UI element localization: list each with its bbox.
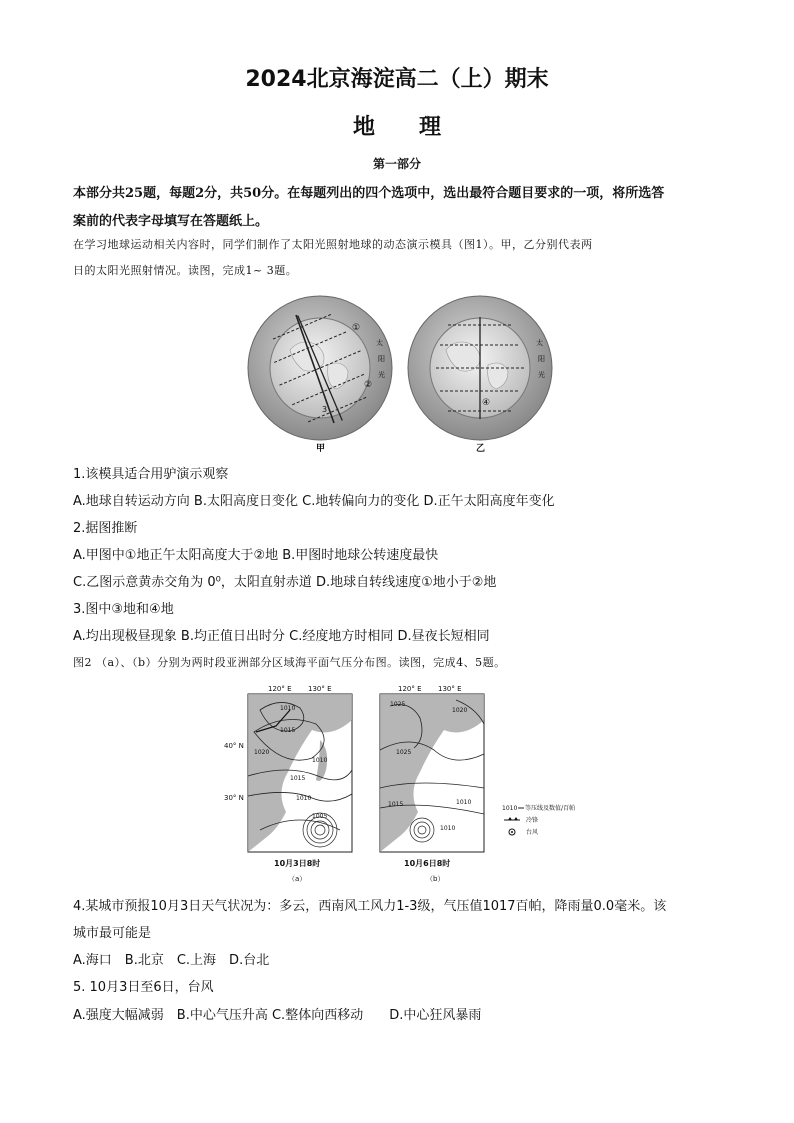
question-4-line-1: 4.某城市预报10月3日天气状况为：多云，西南风工风力1-3级，气压值1017百帕，降雨量0.0毫米。该 xyxy=(73,899,667,914)
map-a-lon-130: 130° E xyxy=(308,685,332,693)
map-a-isobar-1010b: 1010 xyxy=(312,757,328,764)
intro-line-1: 在学习地球运动相关内容时，同学们制作了太阳光照射地球的动态演示模具（图1）。甲，乙分别代表两 xyxy=(73,238,593,251)
globe-b xyxy=(408,296,552,454)
instructions-line-1: 本部分共25题，每题2分，共50分。在每题列出的四个选项中，选出最符合题目要求的一项，将所选答 xyxy=(73,186,665,201)
section-heading: 第一部分 xyxy=(372,157,421,171)
question-1-options: A.地球自转运动方向 B.太阳高度日变化 C.地转偏向力的变化 D.正午太阳高度年变化 xyxy=(73,494,555,509)
map-b-isobar-1020: 1020 xyxy=(452,707,468,714)
map-a-date: 10月3日8时 xyxy=(274,859,321,868)
globe-a xyxy=(248,296,392,454)
caption-yi: 乙 xyxy=(476,444,486,454)
question-2-options-1: A.甲图中①地正午太阳高度大于②地 B.甲图时地球公转速度最快 xyxy=(73,548,439,563)
map-b-isobar-1025: 1025 xyxy=(390,701,406,708)
question-5-stem: 5. 10月3日至6日，台风 xyxy=(73,980,214,995)
sunlight-label-a3: 光 xyxy=(378,371,385,379)
map-a-lat-40: 40° N xyxy=(224,742,244,750)
figure1-globes xyxy=(240,295,560,455)
map-b xyxy=(380,685,484,883)
question-5-options: A.强度大幅减弱 B.中心气压升高 C.整体向西移动 D.中心狂风暴雨 xyxy=(73,1008,482,1023)
map-b-date: 10月6日8时 xyxy=(404,859,451,868)
map-a-isobar-1010: 1010 xyxy=(280,705,296,712)
sunlight-label-b2: 阳 xyxy=(538,355,545,363)
question-3-options: A.均出现极昼现象 B.均正值日出时分 C.经度地方时相同 D.昼夜长短相同 xyxy=(73,629,490,644)
map-b-lon-130: 130° E xyxy=(438,685,462,693)
map-b-isobar-1025b: 1025 xyxy=(396,749,412,756)
map-a-sub: （a） xyxy=(288,875,307,883)
sunlight-label-a1: 太 xyxy=(376,339,383,347)
map-a-isobar-1015b: 1015 xyxy=(290,775,306,782)
figure2-pressure-maps xyxy=(220,680,590,888)
subject-heading: 地 理 xyxy=(352,115,441,140)
marker-2: ② xyxy=(364,380,373,390)
question-1-stem: 1.该模具适合用驴演示观察 xyxy=(73,467,229,482)
map-a-lon-120: 120° E xyxy=(268,685,292,693)
map-b-isobar-1010: 1010 xyxy=(456,799,472,806)
marker-1: ① xyxy=(352,323,361,333)
question-4-line-2: 城市最可能是 xyxy=(73,926,152,941)
map-b-isobar-1010b: 1010 xyxy=(440,825,456,832)
instructions xyxy=(73,180,725,236)
map-a-isobar-1010c: 1010 xyxy=(296,795,312,802)
legend-typhoon: 台风 xyxy=(526,829,539,836)
marker-4: ④ xyxy=(482,398,491,408)
legend-cold-front: 冷锋 xyxy=(526,817,539,824)
map-b-lon-120: 120° E xyxy=(398,685,422,693)
sunlight-label-b1: 太 xyxy=(536,339,543,347)
map-b-isobar-1015: 1015 xyxy=(388,801,404,808)
question-2-stem: 2.据图推断 xyxy=(73,521,138,536)
map-legend xyxy=(502,804,575,836)
marker-3: 3 xyxy=(322,405,328,414)
sunlight-label-a2: 阳 xyxy=(378,355,385,363)
intro-figure1 xyxy=(73,232,725,284)
legend-isobar-text: 等压线及数值/百帕 xyxy=(525,805,576,812)
map-a xyxy=(224,685,352,883)
map-a-isobar-1020: 1020 xyxy=(254,749,270,756)
caption-jia: 甲 xyxy=(316,444,326,454)
page-title: 2024北京海淀高二（上）期末 xyxy=(245,67,549,92)
map-a-lat-30: 30° N xyxy=(224,794,244,802)
intro-figure2: 图2 （a）、（b）分别为两时段亚洲部分区域海平面气压分布图。读图，完成4、5题。 xyxy=(73,656,506,669)
map-a-isobar-1005: 1005 xyxy=(312,813,328,820)
map-a-isobar-1015: 1015 xyxy=(280,727,296,734)
map-b-sub: （b） xyxy=(426,875,445,883)
intro-line-2: 日的太阳光照射情况。读图，完成1~ 3题。 xyxy=(73,264,298,277)
sunlight-label-b3: 光 xyxy=(538,371,545,379)
question-3-stem: 3.图中③地和④地 xyxy=(73,602,174,617)
legend-isobar-value: 1010 xyxy=(502,805,518,812)
question-4-options: A.海口 B.北京 C.上海 D.台北 xyxy=(73,953,270,968)
question-2-options-2: C.乙图示意黄赤交角为 0⁰，太阳直射赤道 D.地球自转线速度①地小于②地 xyxy=(73,575,497,590)
instructions-line-2: 案前的代表字母填写在答题纸上。 xyxy=(73,214,269,229)
